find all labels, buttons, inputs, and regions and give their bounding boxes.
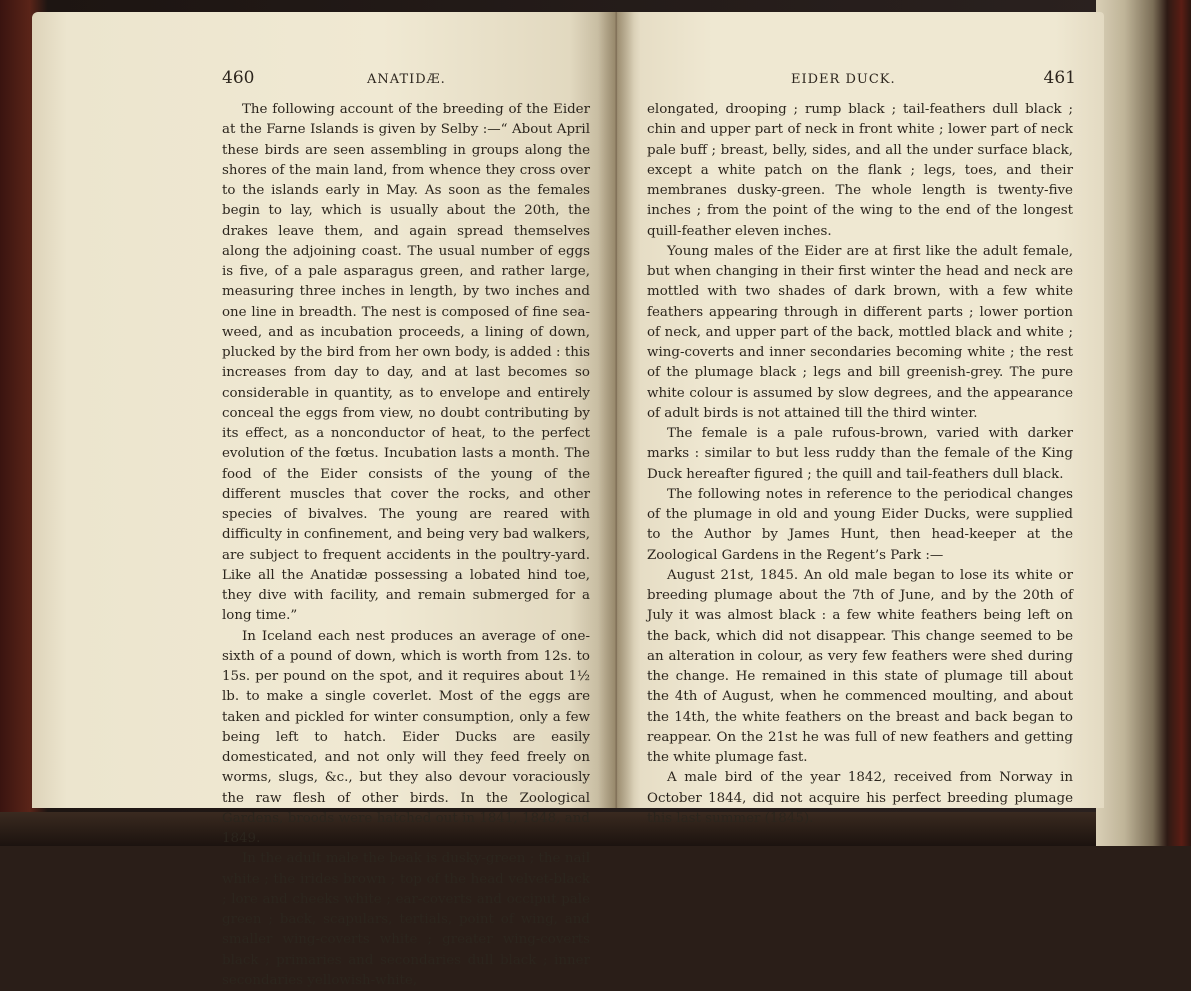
running-title: EIDER DUCK.	[791, 72, 896, 87]
left-page	[32, 12, 616, 988]
paragraph: The female is a pale rufous-brown, varied with darker marks : similar to but less ruddy than the female of the King Duck hereafter figured ; the quill and tail-feathers dull black.	[647, 426, 1073, 482]
page-number: 461	[1043, 68, 1076, 88]
page-edges-right	[1096, 0, 1191, 846]
left-page-header	[222, 68, 582, 98]
right-page-header	[646, 68, 1076, 98]
book-gutter	[598, 12, 634, 808]
right-page-body	[647, 100, 1073, 829]
paragraph: A male bird of the year 1842, received from Norway in October 1844, did not acquire his perfect breeding plumage this last summer (1845).	[647, 770, 1073, 826]
paragraph: Young males of the Eider are at first like the adult female, but when changing in their first winter the head and neck are mottled with two shades of dark brown, with a few white feathers appearing through in different parts ; lower portion of neck, and upper part of the back, mottled black and white ; wing-coverts and inner secondaries becoming white ; the rest of the plumage black ; legs and bill greenish-grey. The pure white colour is assumed by slow degrees, and the appearance of adult birds is not attained till the third winter.	[647, 243, 1073, 421]
paragraph: In Iceland each nest produces an average of one-sixth of a pound of down, which is worth from 12s. to 15s. per pound on the spot, and it requires about 1½ lb. to make a single coverlet. Most of the eggs are taken and pickled for winter consumption, only a few being left to hatch. Eider Ducks are easily domesticated, and not only will they feed freely on worms, slugs, &c., but they also devour voraciously the raw flesh of other birds. In the Zoological Gardens, broods were hatched out in 1841, 1848, and 1849.	[222, 628, 590, 846]
paragraph: The following account of the breeding of the Eider at the Farne Islands is given by Selby :—“ About April these birds are seen assembling in groups along the shores of the main land, from whence they cross over to the islands early in May. As soon as the females begin to lay, which is usually about the 20th, the drakes leave them, and again spread themselves along the adjoining coast. The usual number of eggs is five, of a pale asparagus green, and rather large, measuring three inches in length, by two inches and one line in breadth. The nest is composed of fine sea-weed, and as incubation proceeds, a lining of down, plucked by the bird from her own body, is added : this increases from day to day, and at last becomes so considerable in quantity, as to envelope and entirely conceal the eggs from view, no doubt contributing by its effect, as a nonconductor of heat, to the perfect evolution of the fœtus. Incubation lasts a month. The food of the Eider consists of the young of the different muscles that cover the rocks, and other species of bivalves. The young are reared with difficulty in confinement, and being very bad walkers, are subject to frequent accidents in the poultry-yard. Like all the Anatidæ possessing a lobated hind toe, they dive with facility, and remain submerged for a long time.”	[222, 102, 590, 624]
paragraph: In the adult male the beak is dusky-green ; the nail white ; the irides brown ; top of the head velvet-black ; lore and cheeks white ; ear-coverts and occiput pale green ; back, scapulars, tertials, point of wing, and smaller wing-coverts white ; greater wing-coverts black ; primaries and secondaries dull black ; inner secondaries yellowish-white,	[222, 851, 590, 988]
paragraph: The following notes in reference to the periodical changes of the plumage in old and young Eider Ducks, were supplied to the Author by James Hunt, then head-keeper at the Zoological Gardens in the Regent’s Park :—	[647, 486, 1073, 563]
left-page-body	[222, 100, 590, 991]
right-page	[616, 12, 1104, 826]
running-title: ANATIDÆ.	[367, 72, 446, 87]
paragraph: August 21st, 1845. An old male began to lose its white or breeding plumage about the 7th of June, and by the 20th of July it was almost black : a few white feathers being left on the back, which did not disappear. This change seemed to be an alteration in colour, as very few feathers were shed during the change. He remained in this state of plumage till about the 4th of August, when he commenced moulting, and about the 14th, the white feathers on the breast and back began to reappear. On the 21st he was full of new feathers and getting the white plumage fast.	[647, 567, 1073, 765]
paragraph-continuation: elongated, drooping ; rump black ; tail-feathers dull black ; chin and upper part of neck in front white ; lower part of neck pale buff ; breast, belly, sides, and all the under surface black, except a white patch on the flank ; legs, toes, and their membranes dusky-green. The whole length is twenty-five inches ; from the point of the wing to the end of the longest quill-feather eleven inches.	[647, 102, 1073, 239]
page-number: 460	[222, 68, 255, 88]
